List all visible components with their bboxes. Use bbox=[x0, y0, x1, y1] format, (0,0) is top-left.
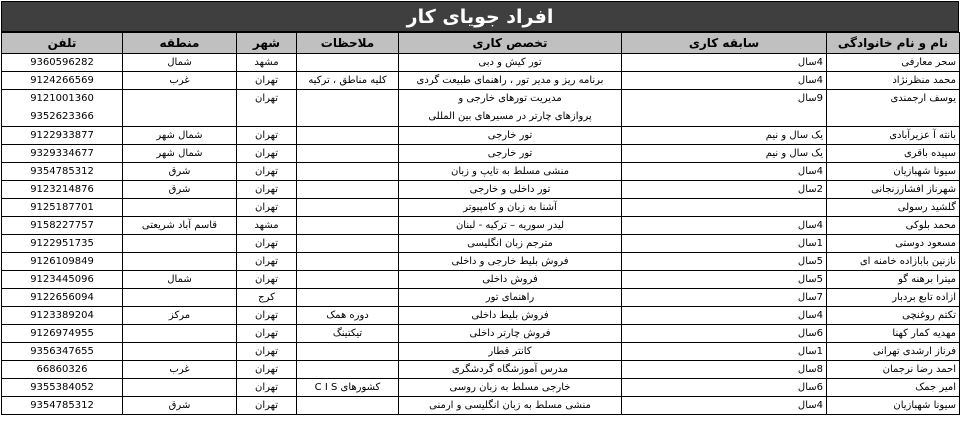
cell-specialty[interactable]: تور خارجی bbox=[399, 127, 622, 145]
table-row bbox=[2, 199, 960, 217]
cell-name[interactable]: مهدیه کمار کهنا bbox=[827, 325, 960, 343]
cell-specialty[interactable]: تور داخلی و خارجی bbox=[399, 181, 622, 199]
cell-notes[interactable] bbox=[297, 343, 399, 361]
cell-name[interactable]: محمد بلوکی bbox=[827, 217, 960, 235]
cell-region[interactable]: غرب bbox=[123, 361, 237, 379]
cell-specialty[interactable]: منشی مسلط به تایپ و زبان bbox=[399, 163, 622, 181]
table-row bbox=[2, 145, 960, 163]
cell-region[interactable]: شرق bbox=[123, 397, 237, 415]
cell-region[interactable] bbox=[123, 379, 237, 397]
cell-notes[interactable] bbox=[297, 163, 399, 181]
table-row bbox=[2, 271, 960, 289]
cell-name[interactable]: سپیده باقری bbox=[827, 145, 960, 163]
cell-city[interactable]: تهران bbox=[237, 235, 297, 253]
cell-experience[interactable]: 4سال bbox=[622, 217, 827, 235]
cell-experience[interactable]: 9سال bbox=[622, 90, 827, 127]
cell-name[interactable]: نازنین بابازاده خامنه ای bbox=[827, 253, 960, 271]
cell-name[interactable]: احمد رضا نرجمان bbox=[827, 361, 960, 379]
column-header-name[interactable]: نام و نام خانوادگی bbox=[827, 33, 960, 54]
cell-city[interactable]: تهران bbox=[237, 127, 297, 145]
cell-experience[interactable]: 5سال bbox=[622, 253, 827, 271]
cell-phone[interactable]: 9354785312 bbox=[2, 397, 123, 415]
spreadsheet bbox=[1, 1, 959, 442]
cell-city[interactable]: مشهد bbox=[237, 217, 297, 235]
table-row bbox=[2, 217, 960, 235]
cell-phone[interactable]: 9122933877 bbox=[2, 127, 123, 145]
cell-name[interactable]: سیونا شهبازیان bbox=[827, 163, 960, 181]
cell-phone[interactable]: 9123445096 bbox=[2, 271, 123, 289]
column-header-notes[interactable]: ملاحظات bbox=[297, 33, 399, 54]
cell-experience[interactable]: 6سال bbox=[622, 325, 827, 343]
cell-specialty[interactable]: لیدر سوریه – ترکیه - لبنان bbox=[399, 217, 622, 235]
cell-name[interactable]: مسعود دوستی bbox=[827, 235, 960, 253]
cell-phone[interactable]: 9122951735 bbox=[2, 235, 123, 253]
table-row bbox=[2, 90, 960, 127]
cell-phone[interactable]: 66860326 bbox=[2, 361, 123, 379]
table-row bbox=[2, 235, 960, 253]
cell-experience[interactable]: 7سال bbox=[622, 289, 827, 307]
cell-phone[interactable]: 9126109849 bbox=[2, 253, 123, 271]
cell-phone[interactable]: 9355384052 bbox=[2, 379, 123, 397]
cell-phone[interactable]: 9123214876 bbox=[2, 181, 123, 199]
cell-city[interactable]: تهران bbox=[237, 163, 297, 181]
column-header-phone[interactable]: تلفن bbox=[2, 33, 123, 54]
cell-experience[interactable]: 6سال bbox=[622, 379, 827, 397]
cell-phone[interactable]: 9360596282 bbox=[2, 54, 123, 72]
cell-phone[interactable]: 9329334677 bbox=[2, 145, 123, 163]
cell-city[interactable]: تهران bbox=[237, 397, 297, 415]
cell-specialty[interactable]: فروش بلیط داخلی bbox=[399, 307, 622, 325]
cell-experience[interactable]: 5سال bbox=[622, 271, 827, 289]
column-header-region[interactable]: منطقه bbox=[123, 33, 237, 54]
cell-notes[interactable] bbox=[297, 289, 399, 307]
cell-phone[interactable]: 9354785312 bbox=[2, 163, 123, 181]
cell-phone[interactable]: 9126974955 bbox=[2, 325, 123, 343]
cell-region[interactable] bbox=[123, 235, 237, 253]
column-header-city[interactable]: شهر bbox=[237, 33, 297, 54]
cell-name[interactable]: میترا برهنه گو bbox=[827, 271, 960, 289]
cell-city[interactable]: تهران bbox=[237, 199, 297, 217]
cell-region[interactable]: شمال bbox=[123, 54, 237, 72]
cell-specialty[interactable] bbox=[399, 90, 622, 127]
table-row bbox=[2, 379, 960, 397]
cell-phone[interactable]: 9124266569 bbox=[2, 72, 123, 90]
cell-region[interactable] bbox=[123, 253, 237, 271]
column-header-specialty[interactable]: تخصص کاری bbox=[399, 33, 622, 54]
cell-city[interactable]: تهران bbox=[237, 181, 297, 199]
cell-phone[interactable]: 9122656094 bbox=[2, 289, 123, 307]
cell-city[interactable]: کرج bbox=[237, 289, 297, 307]
cell-experience[interactable]: 4سال bbox=[622, 54, 827, 72]
column-header-experience[interactable]: سابقه کاری bbox=[622, 33, 827, 54]
cell-name[interactable]: یوسف ارجمندی bbox=[827, 90, 960, 127]
cell-experience[interactable]: 4سال bbox=[622, 397, 827, 415]
cell-region[interactable]: مرکز bbox=[123, 307, 237, 325]
cell-region[interactable]: شمال شهر bbox=[123, 145, 237, 163]
cell-notes[interactable] bbox=[297, 397, 399, 415]
cell-name[interactable]: سحر معارفی bbox=[827, 54, 960, 72]
cell-name[interactable]: محمد منظرنژاد bbox=[827, 72, 960, 90]
cell-region[interactable] bbox=[123, 325, 237, 343]
table-row bbox=[2, 325, 960, 343]
table-row bbox=[2, 253, 960, 271]
cell-notes[interactable]: کلیه مناطق ، ترکیه bbox=[297, 72, 399, 90]
cell-name[interactable]: ازاده تابع بردبار bbox=[827, 289, 960, 307]
cell-specialty-line-1: مدیریت تورهای خارجی و bbox=[458, 93, 562, 104]
cell-specialty[interactable]: فروش بلیط خارجی و داخلی bbox=[399, 253, 622, 271]
cell-city[interactable]: تهران bbox=[237, 145, 297, 163]
table-row bbox=[2, 361, 960, 379]
cell-region[interactable]: غرب bbox=[123, 72, 237, 90]
cell-city[interactable]: تهران bbox=[237, 253, 297, 271]
cell-specialty[interactable]: خارجی مسلط به زبان روسی bbox=[399, 379, 622, 397]
cell-experience[interactable]: یک سال و نیم bbox=[622, 127, 827, 145]
cell-experience[interactable]: 4سال bbox=[622, 72, 827, 90]
table-row bbox=[2, 289, 960, 307]
cell-name[interactable]: بانته آ عزیرآبادی bbox=[827, 127, 960, 145]
cell-experience[interactable]: 4سال bbox=[622, 307, 827, 325]
sheet-title: افراد جویای کار bbox=[1, 1, 959, 32]
cell-phone[interactable]: 9356347655 bbox=[2, 343, 123, 361]
cell-city[interactable]: تهران bbox=[237, 361, 297, 379]
cell-city[interactable]: تهران bbox=[237, 379, 297, 397]
cell-name[interactable]: فرناز ارشدی تهرانی bbox=[827, 343, 960, 361]
cell-specialty[interactable]: برنامه ریز و مدیر تور ، راهنمای طبیعت گردی bbox=[399, 72, 622, 90]
cell-notes[interactable] bbox=[297, 253, 399, 271]
cell-region[interactable] bbox=[123, 343, 237, 361]
cell-experience[interactable]: 2سال bbox=[622, 181, 827, 199]
cell-phone[interactable]: 9158227757 bbox=[2, 217, 123, 235]
cell-city[interactable]: تهران bbox=[237, 90, 297, 127]
cell-specialty[interactable]: منشی مسلط به زبان انگلیسی و ارمنی bbox=[399, 397, 622, 415]
cell-notes[interactable]: کشورهای C I S bbox=[297, 379, 399, 397]
cell-region[interactable] bbox=[123, 289, 237, 307]
cell-notes[interactable] bbox=[297, 54, 399, 72]
table-row bbox=[2, 343, 960, 361]
cell-experience[interactable]: 8سال bbox=[622, 361, 827, 379]
cell-notes[interactable] bbox=[297, 181, 399, 199]
cell-specialty-line-2: پروازهای چارتر در مسیرهای بین المللی bbox=[428, 111, 592, 122]
cell-region[interactable] bbox=[123, 90, 237, 127]
cell-region[interactable]: شمال bbox=[123, 271, 237, 289]
job-seekers-table bbox=[1, 32, 960, 415]
cell-city[interactable]: مشهد bbox=[237, 54, 297, 72]
cell-phone-line-2: 9352623366 bbox=[30, 111, 94, 122]
cell-notes[interactable] bbox=[297, 127, 399, 145]
cell-phone[interactable]: 9123389204 bbox=[2, 307, 123, 325]
table-row bbox=[2, 397, 960, 415]
cell-city[interactable]: تهران bbox=[237, 72, 297, 90]
table-row bbox=[2, 127, 960, 145]
cell-region[interactable]: شرق bbox=[123, 163, 237, 181]
cell-specialty[interactable]: کانتر قطار bbox=[399, 343, 622, 361]
cell-experience[interactable]: یک سال و نیم bbox=[622, 145, 827, 163]
cell-specialty[interactable]: مترجم زبان انگلیسی bbox=[399, 235, 622, 253]
cell-city[interactable]: تهران bbox=[237, 307, 297, 325]
table-row bbox=[2, 181, 960, 199]
cell-city[interactable]: تهران bbox=[237, 325, 297, 343]
cell-phone-line-1: 9121001360 bbox=[30, 93, 94, 104]
cell-specialty[interactable]: تور خارجی bbox=[399, 145, 622, 163]
cell-notes[interactable] bbox=[297, 90, 399, 127]
cell-notes[interactable] bbox=[297, 217, 399, 235]
cell-specialty[interactable]: راهنمای تور bbox=[399, 289, 622, 307]
cell-region[interactable]: شرق bbox=[123, 181, 237, 199]
table-row bbox=[2, 163, 960, 181]
table-body bbox=[2, 54, 960, 415]
cell-name[interactable]: امیر جمک bbox=[827, 379, 960, 397]
cell-experience[interactable]: 1سال bbox=[622, 343, 827, 361]
cell-name[interactable]: گلشید رسولی bbox=[827, 199, 960, 217]
cell-region[interactable]: قاسم آباد شریعتی bbox=[123, 217, 237, 235]
cell-notes[interactable] bbox=[297, 199, 399, 217]
table-row bbox=[2, 72, 960, 90]
cell-specialty[interactable]: مدرس آموزشگاه گردشگری bbox=[399, 361, 622, 379]
cell-specialty[interactable]: فروش چارتر داخلی bbox=[399, 325, 622, 343]
cell-name[interactable]: تکتم روغنچی bbox=[827, 307, 960, 325]
cell-notes[interactable] bbox=[297, 145, 399, 163]
cell-experience[interactable]: 1سال bbox=[622, 235, 827, 253]
cell-notes[interactable] bbox=[297, 361, 399, 379]
cell-region[interactable] bbox=[123, 199, 237, 217]
cell-city[interactable]: تهران bbox=[237, 271, 297, 289]
cell-phone[interactable]: 9125187701 bbox=[2, 199, 123, 217]
table-row bbox=[2, 307, 960, 325]
cell-name[interactable]: سیونا شهبازیان bbox=[827, 397, 960, 415]
cell-region[interactable]: شمال شهر bbox=[123, 127, 237, 145]
cell-phone[interactable] bbox=[2, 90, 123, 127]
cell-experience[interactable]: 4سال bbox=[622, 163, 827, 181]
cell-notes[interactable]: تیکتینگ bbox=[297, 325, 399, 343]
cell-notes[interactable] bbox=[297, 271, 399, 289]
cell-notes[interactable]: دوره همک bbox=[297, 307, 399, 325]
cell-city[interactable]: تهران bbox=[237, 343, 297, 361]
cell-name[interactable]: شهرناز افشارزنجانی bbox=[827, 181, 960, 199]
cell-experience[interactable] bbox=[622, 199, 827, 217]
cell-specialty[interactable]: آشنا به زبان و کامپیوتر bbox=[399, 199, 622, 217]
header-row bbox=[2, 33, 960, 54]
cell-notes[interactable] bbox=[297, 235, 399, 253]
table-row bbox=[2, 54, 960, 72]
cell-specialty[interactable]: تور کیش و دبی bbox=[399, 54, 622, 72]
cell-specialty[interactable]: فروش داخلی bbox=[399, 271, 622, 289]
